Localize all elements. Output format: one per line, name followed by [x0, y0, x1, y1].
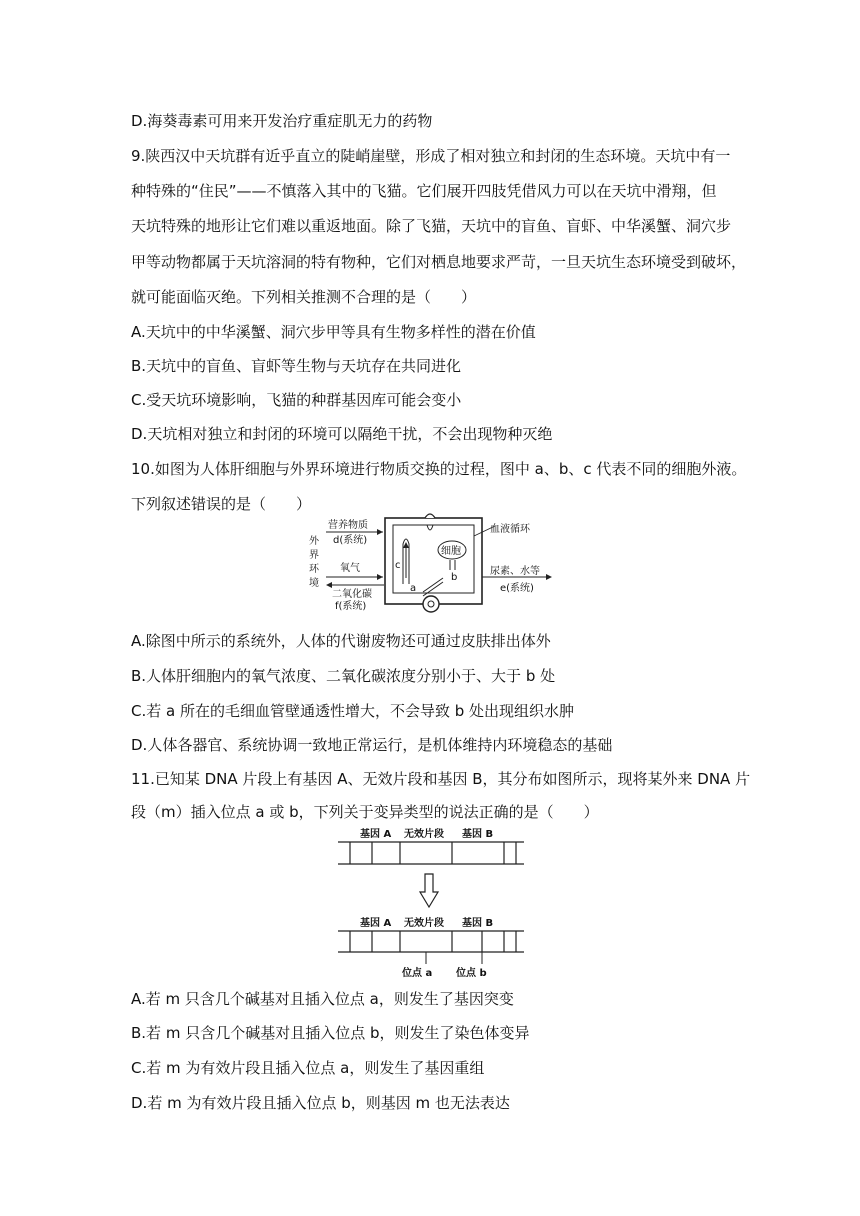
- co2-label: 二氧化碳: [332, 589, 372, 600]
- q10-stem-line-1: 10.如图为人体肝细胞与外界环境进行物质交换的过程，图中 a、b、c 代表不同的细胞外液。: [131, 460, 747, 478]
- excretion-label: 尿素、水等: [490, 566, 540, 577]
- q9-stem-line-4: 甲等动物都属于天坑溶洞的特有物种，它们对栖息地要求严苛，一旦天坑生态环境受到破坏，: [131, 253, 747, 271]
- site-b-label: 位点 b: [456, 968, 487, 979]
- q11-dna-diagram: [338, 824, 528, 986]
- q11-stem-line-2: 段（m）插入位点 a 或 b，下列关于变异类型的说法正确的是（ ）: [131, 803, 599, 821]
- d-system-label: d(系统): [333, 535, 368, 546]
- outside-env-label-3: 环: [309, 564, 319, 575]
- dna-strip-top: [338, 842, 524, 864]
- q11-stem-line-1: 11.已知某 DNA 片段上有基因 A、无效片段和基因 B，其分布如图所示，现将某外来 DNA 片: [131, 770, 751, 788]
- q10-exchange-diagram: [300, 508, 562, 618]
- q9-option-a: A.天坑中的中华溪蟹、洞穴步甲等具有生物多样性的潜在价值: [131, 323, 536, 341]
- site-a-label: 位点 a: [402, 968, 433, 979]
- f-system-label: f(系统): [335, 601, 367, 612]
- q9-option-d: D.天坑相对独立和封闭的环境可以隔绝干扰，不会出现物种灭绝: [131, 425, 553, 443]
- a-label: a: [410, 583, 417, 594]
- gene-b-label-top: 基因 B: [462, 829, 494, 840]
- q11-option-d: D.若 m 为有效片段且插入位点 b，则基因 m 也无法表达: [131, 1094, 510, 1112]
- q10-stem-line-2: 下列叙述错误的是（ ）: [131, 495, 312, 513]
- nutrient-label: 营养物质: [328, 520, 368, 531]
- outside-env-label-2: 界: [309, 550, 319, 561]
- inner-box: [393, 525, 474, 593]
- c-label: c: [395, 560, 401, 571]
- oxygen-label: 氧气: [340, 563, 360, 574]
- invalid-label-bottom: 无效片段: [404, 918, 444, 929]
- cell-label: 细胞: [441, 546, 461, 557]
- gene-b-label-bottom: 基因 B: [462, 918, 494, 929]
- gene-a-label-top: 基因 A: [360, 829, 392, 840]
- q9-stem-line-5: 就可能面临灭绝。下列相关推测不合理的是（ ）: [131, 288, 477, 306]
- b-label: b: [451, 572, 458, 583]
- gene-a-label-bottom: 基因 A: [360, 918, 392, 929]
- invalid-label-top: 无效片段: [404, 829, 444, 840]
- q11-option-c: C.若 m 为有效片段且插入位点 a，则发生了基因重组: [131, 1059, 485, 1077]
- e-system-label: e(系统): [500, 583, 534, 594]
- q8-option-d: D.海葵毒素可用来开发治疗重症肌无力的药物: [131, 112, 433, 130]
- q9-stem-line-3: 天坑特殊的地形让它们难以重返地面。除了飞猫，天坑中的盲鱼、盲虾、中华溪蟹、洞穴步: [131, 217, 732, 235]
- q9-stem-line-2: 种特殊的“住民”——不慎落入其中的飞猫。它们展开四肢凭借风力可以在天坑中滑翔，但: [131, 182, 717, 200]
- q11-option-b: B.若 m 只含几个碱基对且插入位点 b，则发生了染色体变异: [131, 1024, 530, 1042]
- q9-stem-line-1: 9.陕西汉中天坑群有近乎直立的陡峭崖壁，形成了相对独立和封闭的生态环境。天坑中有一: [131, 147, 731, 165]
- down-arrow: [420, 874, 438, 907]
- q10-option-b: B.人体肝细胞内的氧气浓度、二氧化碳浓度分别小于、大于 b 处: [131, 667, 556, 685]
- outside-env-label-1: 外: [309, 536, 319, 547]
- q9-option-b: B.天坑中的盲鱼、盲虾等生物与天坑存在共同进化: [131, 357, 462, 375]
- q11-option-a: A.若 m 只含几个碱基对且插入位点 a，则发生了基因突变: [131, 990, 514, 1008]
- blood-label: 血液循环: [490, 524, 530, 535]
- q9-option-c: C.受天坑环境影响，飞猫的种群基因库可能会变小: [131, 391, 462, 409]
- q10-option-c: C.若 a 所在的毛细血管壁通透性增大，不会导致 b 处出现组织水肿: [131, 702, 575, 720]
- dna-strip-bottom: [338, 931, 524, 952]
- q10-option-d: D.人体各器官、系统协调一致地正常运行，是机体维持内环境稳态的基础: [131, 736, 613, 754]
- q10-option-a: A.除图中所示的系统外，人体的代谢废物还可通过皮肤排出体外: [131, 632, 551, 650]
- outside-env-label-4: 境: [309, 578, 319, 589]
